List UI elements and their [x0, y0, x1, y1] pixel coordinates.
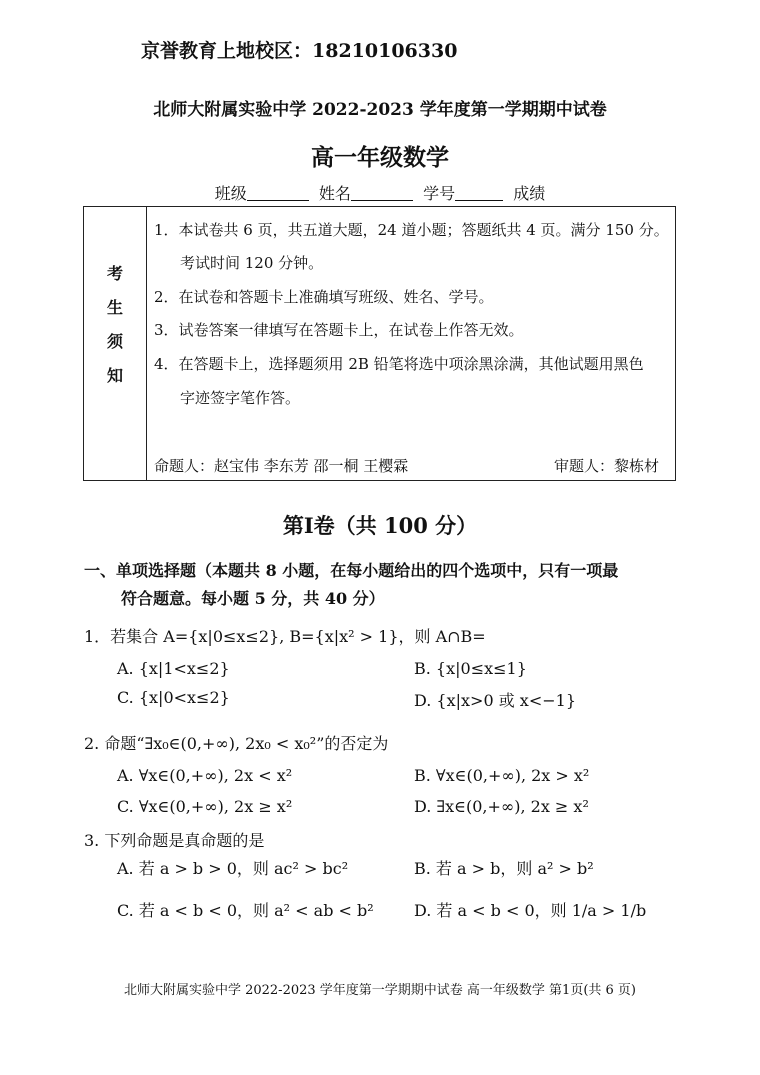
question-2-option-d: D. ∃x∈(0,+∞), 2x ≥ x² [414, 797, 589, 816]
notice-item-2: 2．在试卷和答题卡上准确填写班级、姓名、学号。 [154, 288, 494, 306]
class-blank [247, 185, 309, 201]
notice-divider [146, 207, 147, 480]
header-contact: 京誉教育上地校区：18210106330 [141, 40, 458, 62]
notice-item-4: 4．在答题卡上，选择题须用 2B 铅笔将选中项涂黑涂满，其他试题用黑色 [154, 355, 644, 373]
school-exam-title: 北师大附属实验中学 2022-2023 学年度第一学期期中试卷 [153, 100, 607, 120]
notice-item-1: 1．本试卷共 6 页，共五道大题，24 道小题；答题纸共 4 页。满分 150 分。 [154, 221, 669, 239]
question-2-option-a: A. ∀x∈(0,+∞), 2x < x² [117, 766, 293, 785]
score-label: 成绩 [513, 184, 546, 203]
question-1-option-d: D. {x|x>0 或 x<−1} [414, 691, 577, 710]
subject-title: 高一年级数学 [311, 144, 449, 171]
question-1-option-b: B. {x|0≤x≤1} [414, 659, 527, 678]
exam-notice-box [83, 206, 676, 481]
question-setters: 命题人：赵宝伟 李东芳 邵一桐 王樱霖 [154, 457, 409, 475]
question-1-stem: 1．若集合 A={x|0≤x≤2}, B={x|x² > 1}，则 A∩B= [84, 627, 486, 646]
student-id-label: 学号 [423, 184, 456, 203]
notice-label [84, 257, 146, 393]
question-3-stem: 3. 下列命题是真命题的是 [84, 831, 265, 850]
name-blank [351, 185, 413, 201]
question-3-option-d: D. 若 a < b < 0，则 1/a > 1/b [414, 901, 647, 920]
name-label: 姓名 [318, 184, 351, 203]
notice-item-1-cont: 考试时间 120 分钟。 [180, 254, 324, 272]
question-reviewer: 审题人：黎栋材 [554, 457, 660, 475]
part1-heading-line2: 符合题意。每小题 5 分，共 40 分） [121, 589, 385, 608]
question-3-option-c: C. 若 a < b < 0，则 a² < ab < b² [117, 901, 374, 920]
class-label: 班级 [214, 184, 247, 203]
part1-heading-line1: 一、单项选择题（本题共 8 小题，在每小题给出的四个选项中，只有一项最 [84, 561, 619, 580]
notice-label-char: 生 [106, 298, 123, 317]
notice-item-4-cont: 字迹签字笔作答。 [180, 389, 301, 407]
section-title: 第Ⅰ卷（共 100 分） [282, 513, 478, 538]
notice-item-3: 3．试卷答案一律填写在答题卡上，在试卷上作答无效。 [154, 321, 524, 339]
question-3-option-a: A. 若 a > b > 0，则 ac² > bc² [117, 859, 349, 878]
notice-label-char: 考 [106, 264, 123, 283]
question-3-option-b: B. 若 a > b，则 a² > b² [414, 859, 594, 878]
question-2-option-b: B. ∀x∈(0,+∞), 2x > x² [414, 766, 590, 785]
question-1-option-a: A. {x|1<x≤2} [117, 659, 230, 678]
student-id-blank [455, 185, 503, 201]
notice-label-char: 知 [106, 366, 123, 385]
student-info-fields [0, 181, 760, 204]
question-1-option-c: C. {x|0<x≤2} [117, 688, 230, 707]
question-2-stem: 2. 命题“∃x₀∈(0,+∞), 2x₀ < x₀²”的否定为 [84, 734, 389, 753]
notice-label-char: 须 [106, 332, 123, 351]
page-footer: 北师大附属实验中学 2022-2023 学年度第一学期期中试卷 高一年级数学 第1页(共 6 页) [123, 983, 637, 998]
question-2-option-c: C. ∀x∈(0,+∞), 2x ≥ x² [117, 797, 293, 816]
